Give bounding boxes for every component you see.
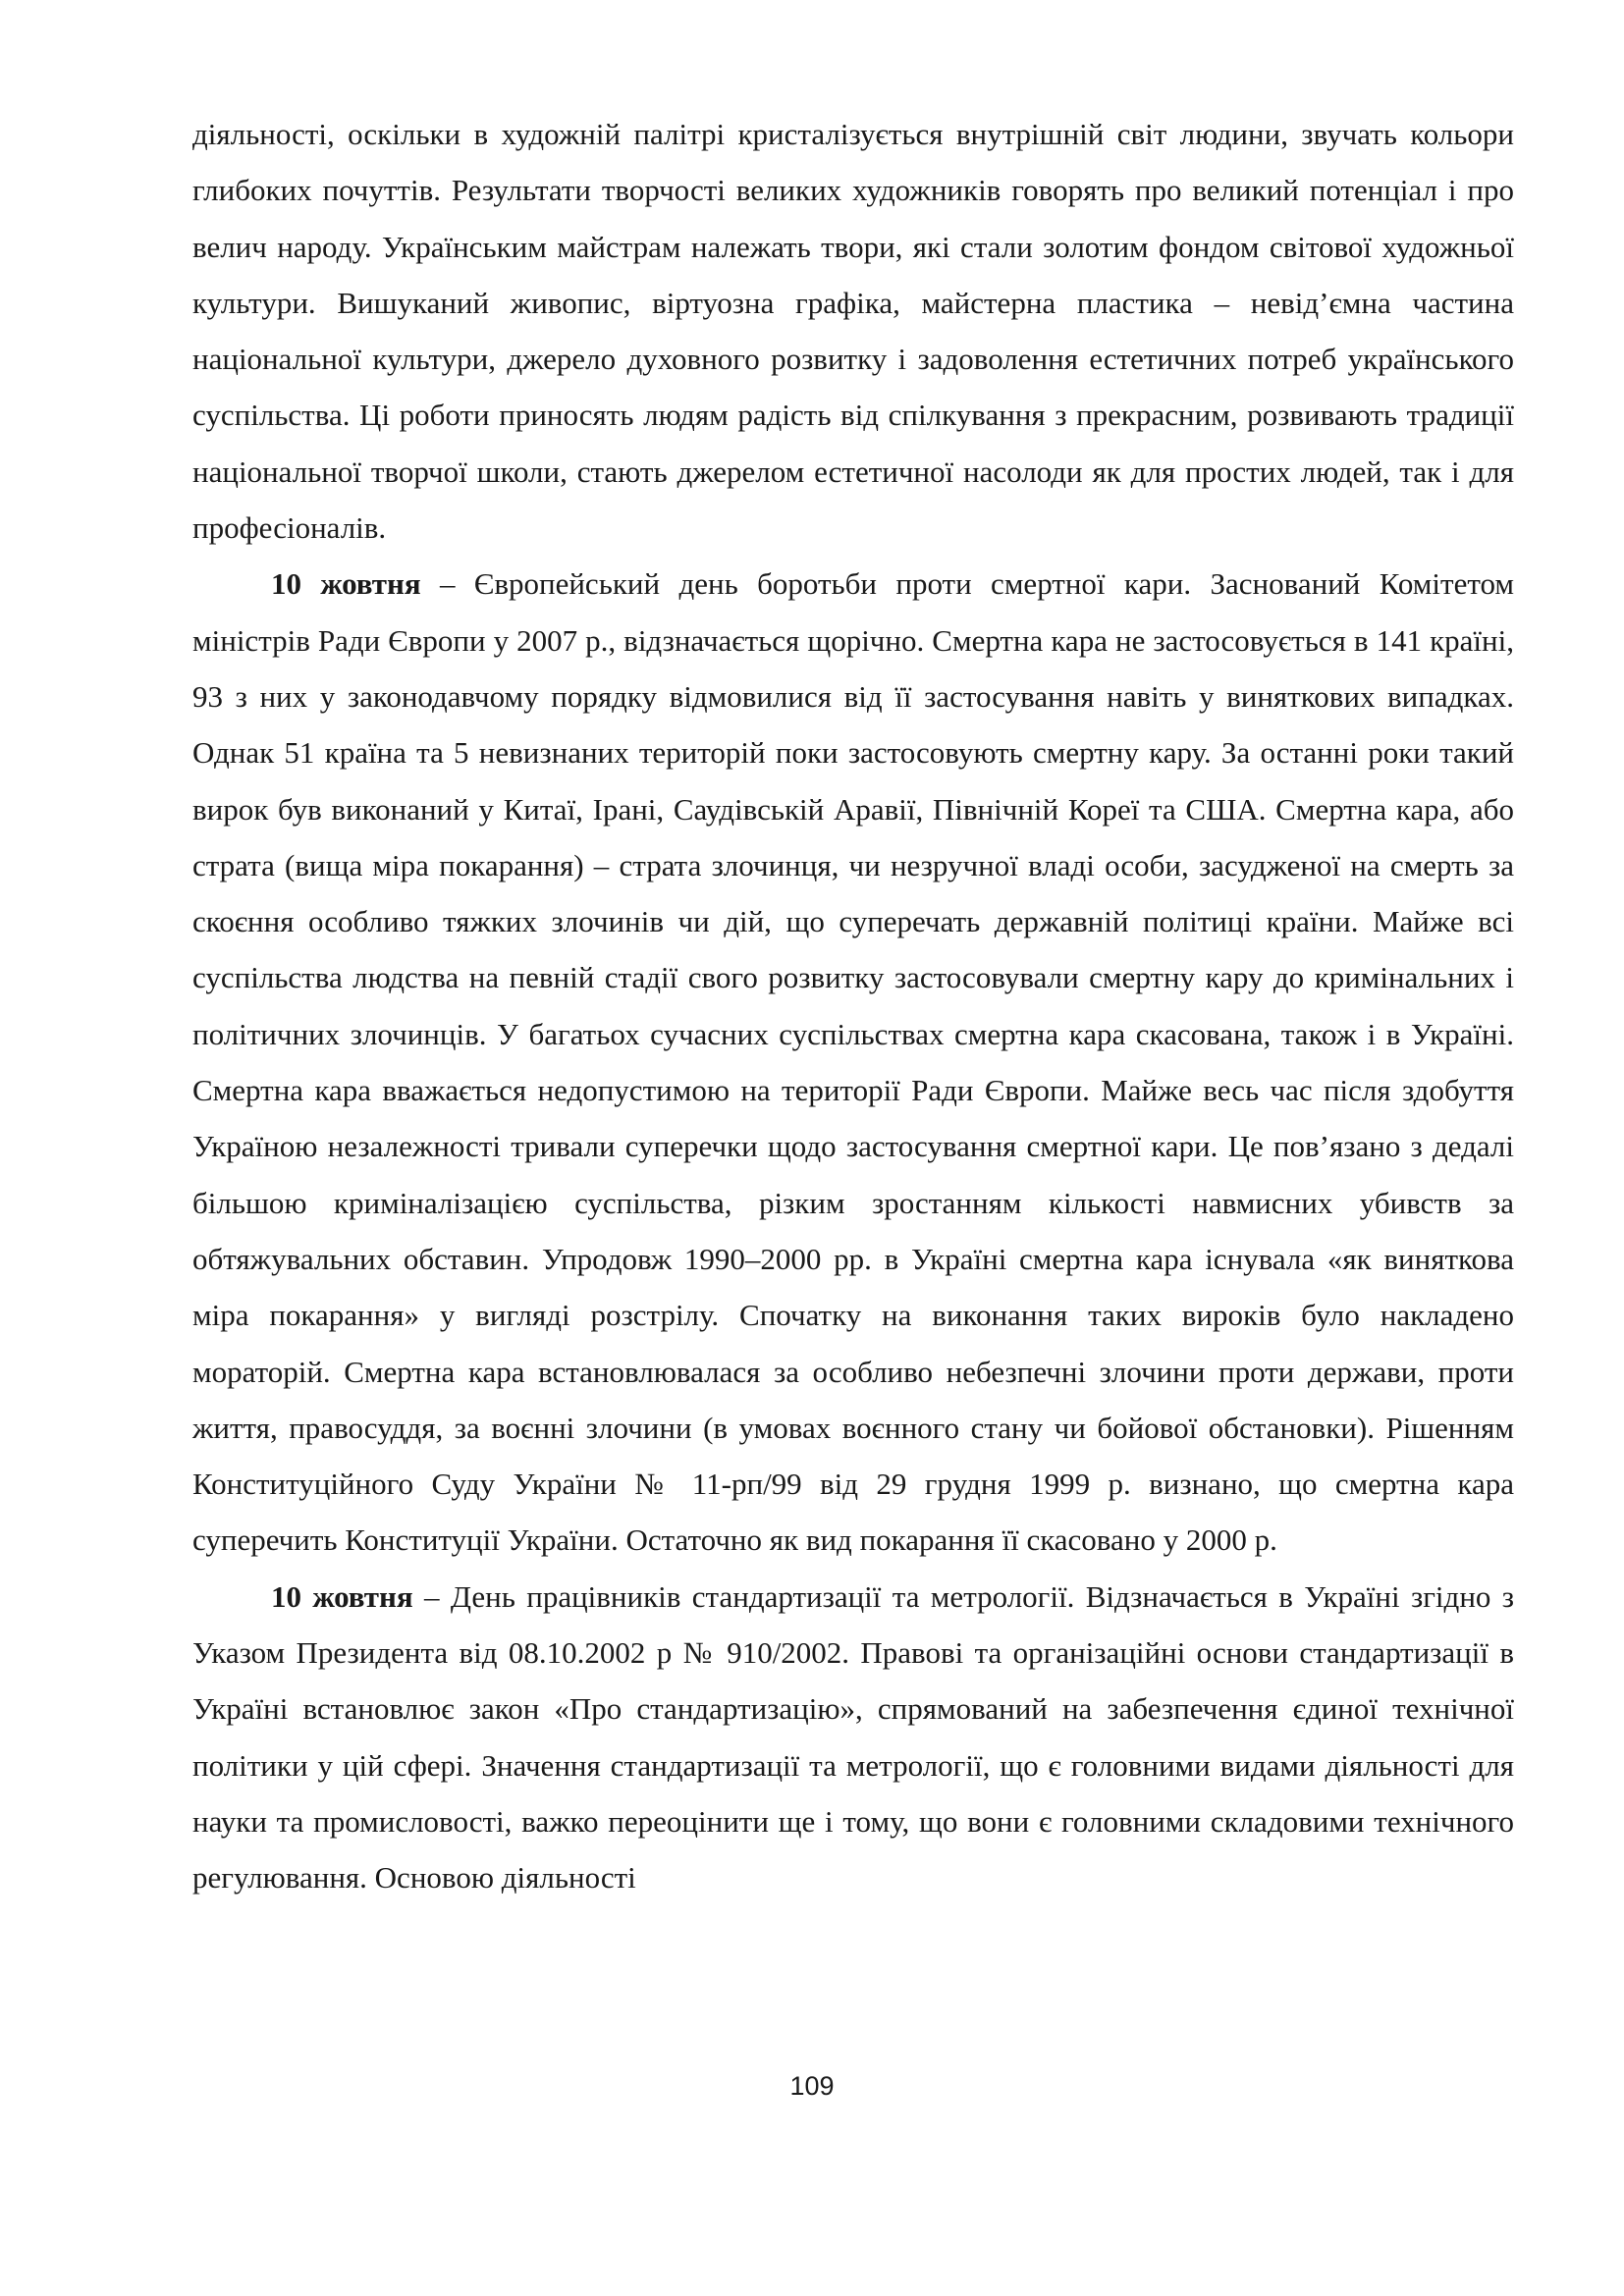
paragraph-standardization-day — [192, 1569, 1514, 1906]
paragraph-date: 10 жовтня — [271, 1578, 413, 1614]
paragraph-date: 10 жовтня — [271, 566, 421, 602]
page-number: 109 — [789, 2071, 835, 2101]
paragraph-text: діяльності, оскільки в художній палітрі кристалізується внутрішній світ людини, звучать кольори глибоких почуттів. Результати творчості великих художників говорять про великий потенціал і про велич народу. Українським майстрам належать твори, які стали золотим фондом світової художньої культури. Вишуканий живопис, віртуозна графіка, майстерна пластика – невід’ємна частина національної культури, джерело духовного розвитку і задоволення естетичних потреб українського суспільства. Ці роботи приносять людям радість від спілкування з прекрасним, розвивають традиції національної творчої школи, стають джерелом естетичної насолоди як для простих людей, так і для професіоналів. — [192, 117, 1514, 546]
paragraph-text: – День працівників стандартизації та метрології. Відзначається в Україні згідно з Указом Президента від 08.10.2002 р № 910/2002. Правові та організаційні основи стандартизації в Україні встановлює закон «Про стандартизацію», спрямований на забезпечення єдиної технічної політики у цій сфері. Значення стандартизації та метрології, що є головними видами діяльності для науки та промисловості, важко переоцінити ще і тому, що вони є головними складовими технічного регулювання. Основою діяльності — [192, 1578, 1515, 1896]
page-body — [192, 106, 1514, 1906]
paragraph-continuation — [192, 106, 1514, 556]
paragraph-text: – Європейський день боротьби проти смертної кари. Заснований Комітетом міністрів Ради Європи у 2007 р., відзначається щорічно. Смертна кара не застосовується в 141 країні, 93 з них у законодавчому порядку відмовилися від її застосування навіть у виняткових випадках. Однак 51 країна та 5 невизнаних територій поки застосовують смертну кару. За останні роки такий вирок був виконаний у Китаї, Ірані, Саудівській Аравії, Північній Кореї та США. Смертна кара, або страта (вища міра покарання) – страта злочинця, чи незручної владі особи, засудженої на смерть за скоєння особливо тяжких злочинів чи дій, що суперечать державній політиці країни. Майже всі суспільства людства на певній стадії свого розвитку застосовували смертну кару до кримінальних і політичних злочинців. У багатьох сучасних суспільствах смертна кара скасована, також і в Україні. Смертна кара вважається недопустимою на території Ради Європи. Майже весь час після здобуття Україною незалежності тривали суперечки щодо застосування смертної кари. Це пов’язано з дедалі більшою криміналізацією суспільства, різким зростанням кількості навмисних убивств за обтяжувальних обставин. Упродовж 1990–2000 рр. в Україні смертна кара існувала «як виняткова міра покарання» у вигляді розстрілу. Спочатку на виконання таких вироків було накладено мораторій. Смертна кара встановлювалася за особливо небезпечні злочини проти держави, проти життя, правосуддя, за воєнні злочини (в умовах воєнного стану чи бойової обстановки). Рішенням Конституційного Суду України № 11-рп/99 від 29 грудня 1999 р. визнано, що смертна кара суперечить Конституції України. Остаточно як вид покарання її скасовано у 2000 р. — [192, 566, 1514, 1558]
paragraph-european-day-against-death-penalty — [192, 556, 1514, 1568]
